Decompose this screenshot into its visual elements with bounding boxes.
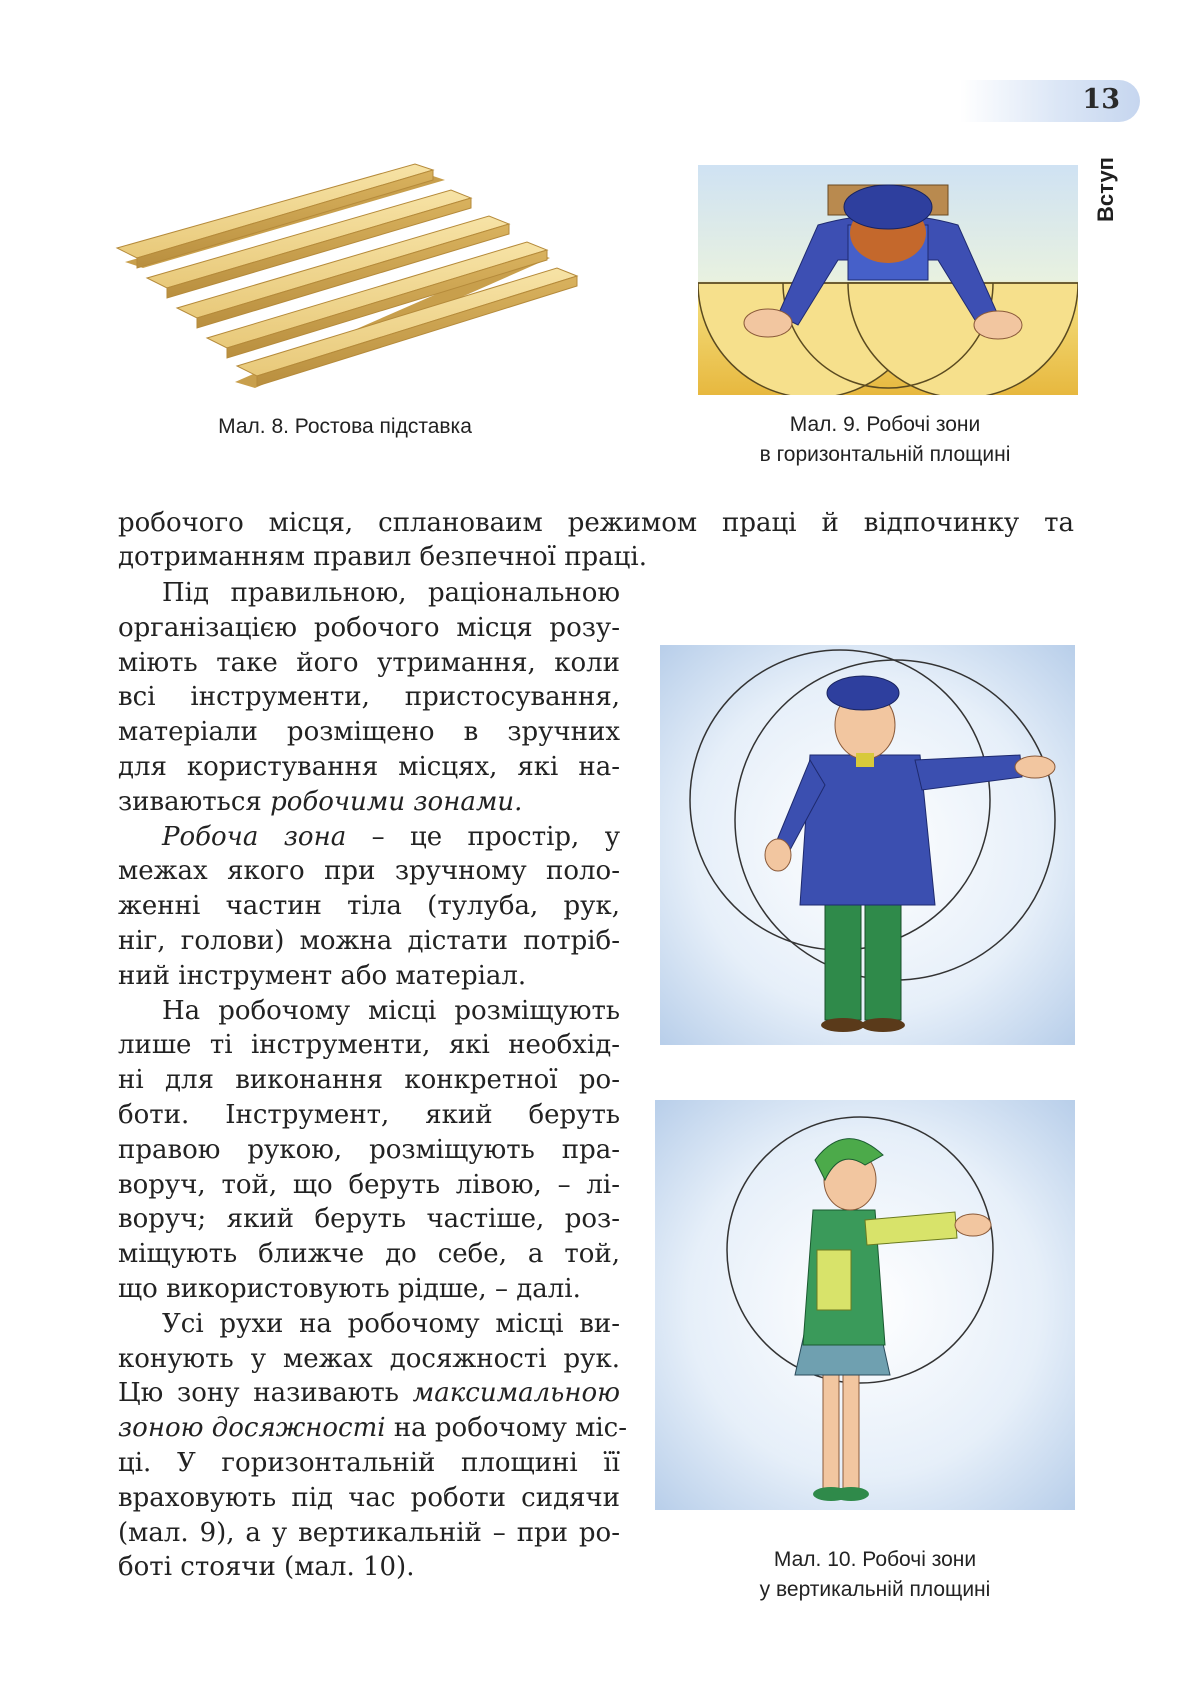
paragraph-work-zone-definition [118, 820, 620, 994]
text-line: (мал. 9), а у вертикальній – при ро- [118, 1517, 620, 1548]
text-line: дотриманням правил безпечної праці. [118, 542, 647, 572]
paragraph-rational-organization [118, 576, 620, 820]
text-line: воруч, той, що беруть лівою, – лі- [118, 1169, 620, 1200]
figure-9-caption-line1: Мал. 9. Робочі зони [789, 413, 981, 436]
text-line: всі інструменти, пристосування, [118, 682, 620, 713]
paragraph-tool-placement [118, 994, 620, 1307]
text-line: Під правильною, раціональною [162, 578, 620, 608]
term-reach-zone: зоною досяжності [118, 1413, 386, 1444]
text-line [118, 1411, 628, 1446]
text-fragment: на робочому міс- [393, 1413, 628, 1444]
text-line: правою рукою, розміщують пра- [118, 1134, 620, 1165]
figure-10-caption-line1: Мал. 10. Робочі зони [773, 1548, 977, 1571]
text-line: ні для виконання конкретної ро- [118, 1065, 620, 1096]
text-line: межах якого при зручному поло- [118, 856, 620, 887]
text-line: боті стоячи (мал. 10). [118, 1552, 415, 1583]
text-line [118, 1376, 620, 1411]
text-line: ці. У горизонтальній площині її [118, 1447, 620, 1478]
text-fragment: Цю зону називають [118, 1378, 399, 1409]
paragraph-max-reach-zone [118, 1307, 628, 1585]
standing-boy-illustration [660, 645, 1075, 1045]
term-work-zones: робочими зонами. [270, 786, 523, 817]
page-number-tab [960, 80, 1140, 122]
term-work-zone: Робоча зона [162, 821, 347, 852]
text-line: На робочому місці розміщують [162, 995, 620, 1026]
text-line: міщують ближче до себе, а той, [118, 1239, 620, 1270]
text-line: для користування місцях, які на- [118, 751, 620, 782]
text-line: ний інструмент або матеріал. [118, 960, 527, 991]
text-line [118, 820, 620, 855]
text-fragment: зиваються [118, 786, 262, 817]
pallet-illustration [115, 150, 585, 400]
figure-9-caption [690, 410, 1080, 470]
seated-worker-illustration [698, 165, 1078, 395]
page-number: 13 [1082, 84, 1120, 115]
text-line: враховують під час роботи сидячи [118, 1482, 620, 1513]
body-text-column [118, 576, 628, 1585]
text-line: боти. Інструмент, який беруть [118, 1099, 620, 1130]
text-line: що використовують рідше, – далі. [118, 1273, 581, 1304]
figure-8-caption-text: Мал. 8. Ростова підставка [218, 415, 472, 438]
text-line: лише ті інструменти, які необхід- [118, 1030, 620, 1061]
text-line: робочого місця, сплановаим режимом праці й відпочинку та [118, 508, 1074, 538]
figure-9-caption-line2: в горизонтальній площині [759, 443, 1011, 466]
text-fragment: – це простір, у [371, 821, 620, 852]
lead-paragraph [118, 506, 1074, 574]
standing-girl-illustration [655, 1100, 1075, 1510]
text-line: женні частин тіла (тулуба, рук, [118, 891, 620, 922]
text-line [118, 785, 620, 820]
text-line: міють таке його утримання, коли [118, 647, 620, 678]
text-line: ніг, голови) можна дістати потріб- [118, 925, 620, 956]
term-maximal: максимальною [412, 1378, 620, 1409]
figure-10-caption-line2: у вертикальній площині [759, 1578, 991, 1601]
section-label: Вступ [1093, 157, 1118, 223]
text-line: матеріали розміщено в зручних [118, 717, 620, 748]
text-line: Усі рухи на робочому місці ви- [162, 1308, 620, 1339]
figure-8-caption [145, 412, 545, 442]
text-line: воруч; який беруть частіше, роз- [118, 1204, 620, 1235]
text-line: конують у межах досяжності рук. [118, 1343, 620, 1374]
figure-10-caption [680, 1545, 1070, 1605]
text-line: організацією робочого місця розу- [118, 612, 620, 643]
